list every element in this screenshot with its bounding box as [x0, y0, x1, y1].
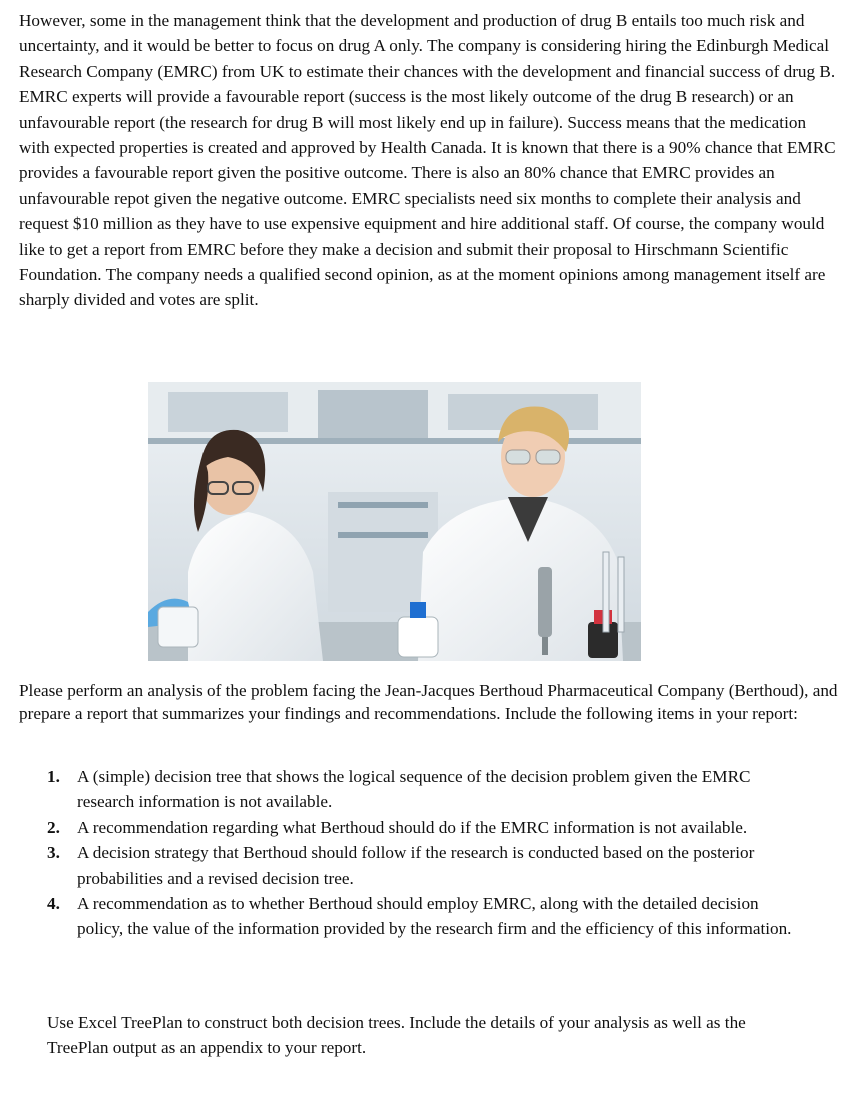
list-item: [47, 840, 807, 891]
list-item-text: A decision strategy that Berthoud should follow if the research is conducted based on the posterior probabilities and a revised decision tree.: [77, 843, 755, 888]
list-item: [47, 891, 807, 942]
list-item-text: A recommendation regarding what Berthoud should do if the EMRC information is not available.: [77, 817, 748, 837]
list-item-text: A (simple) decision tree that shows the logical sequence of the decision problem given the EMRC research information is not available.: [77, 767, 751, 812]
instruction-paragraph: Please perform an analysis of the problem facing the Jean-Jacques Berthoud Pharmaceutical Company (Berthoud), and prepare a report that summarizes your findings and recommendations. Include the following items in your report:: [19, 681, 838, 723]
list-item-number: 3.: [47, 843, 60, 863]
intro-paragraph: However, some in the management think that the development and production of drug B entails too much risk and uncertainty, and it would be better to focus on drug A only. The company is considering hiring the Edinburgh Medical Research Company (EMRC) from UK to estimate their chances with the development and financial success of drug B. EMRC experts will provide a favourable report (success is the most likely outcome of the drug B research) or an unfavourable report (the research for drug B will most likely end up in failure). Success means that the medication with expected properties is created and approved by Health Canada. It is known that there is a 90% chance that EMRC provides a favourable report given the positive outcome. There is also an 80% chance that EMRC provides an unfavourable repot given the negative outcome. EMRC specialists need six months to complete their analysis and request $10 million as they have to use expensive equipment and hire additional staff. Of course, the company would like to get a report from EMRC before they make a decision and submit their proposal to Hirschmann Scientific Foundation. The company needs a qualified second opinion, as at the moment opinions among management itself are sharply divided and votes are split.: [19, 11, 836, 310]
list-item-number: 4.: [47, 894, 60, 914]
list-item-number: 1.: [47, 767, 60, 786]
report-items-list: [47, 764, 807, 942]
list-item-text: A recommendation as to whether Berthoud should employ EMRC, along with the detailed decision policy, the value of the information provided by the research firm and the efficiency of this information.: [77, 894, 792, 939]
closing-paragraph: Use Excel TreePlan to construct both decision trees. Include the details of your analysis as well as the TreePlan output as an appendix to your report.: [47, 1013, 746, 1058]
list-item: [47, 764, 807, 815]
lab-scientists-photo: [148, 382, 641, 661]
list-item-number: 2.: [47, 817, 60, 837]
list-item: [47, 815, 807, 840]
